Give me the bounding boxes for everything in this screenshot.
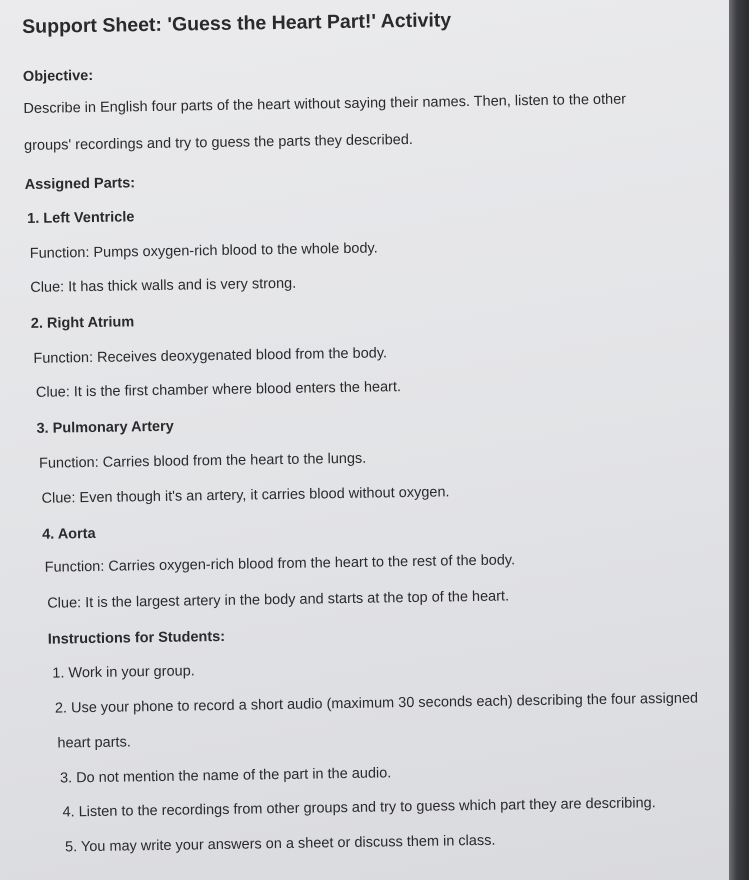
instruction-item: 1. Work in your group. <box>52 663 195 682</box>
part-clue: Clue: It has thick walls and is very strong. <box>30 275 297 296</box>
instruction-item: 4. Listen to the recordings from other groups and try to guess which part they are describing. <box>62 795 656 821</box>
part-function: Function: Receives deoxygenated blood from the body. <box>33 345 388 367</box>
part-clue: Clue: It is the largest artery in the body and starts at the top of the heart. <box>47 588 510 612</box>
document-content <box>22 3 702 856</box>
part-clue: Clue: Even though it's an artery, it carries blood without oxygen. <box>41 484 450 507</box>
part-heading: 3. Pulmonary Artery <box>36 418 174 437</box>
part-function: Function: Pumps oxygen-rich blood to the whole body. <box>29 240 378 262</box>
part-function: Function: Carries blood from the heart to the lungs. <box>38 450 367 472</box>
page-title: Support Sheet: 'Guess the Heart Part!' Activity <box>22 9 452 38</box>
monitor-bezel <box>729 0 749 880</box>
part-heading: 1. Left Ventricle <box>27 209 135 227</box>
instructions-label: Instructions for Students: <box>47 628 226 648</box>
objective-line-1: Describe in English four parts of the heart without saying their names. Then, listen to the other <box>23 91 627 117</box>
instruction-item: 2. Use your phone to record a short audio (maximum 30 seconds each) describing the four assigned <box>54 690 699 717</box>
part-function: Function: Carries oxygen-rich blood from the heart to the rest of the body. <box>44 552 516 576</box>
part-heading: 4. Aorta <box>42 525 96 543</box>
objective-line-2: groups' recordings and try to guess the parts they described. <box>23 131 414 154</box>
objective-label: Objective: <box>22 67 94 85</box>
instruction-item: heart parts. <box>57 734 131 752</box>
part-clue: Clue: It is the first chamber where blood enters the heart. <box>35 379 402 401</box>
part-heading: 2. Right Atrium <box>30 314 135 332</box>
instruction-item: 3. Do not mention the name of the part in the audio. <box>59 765 392 787</box>
instruction-item: 5. You may write your answers on a sheet or discuss them in class. <box>64 832 496 856</box>
assigned-parts-label: Assigned Parts: <box>24 175 136 193</box>
